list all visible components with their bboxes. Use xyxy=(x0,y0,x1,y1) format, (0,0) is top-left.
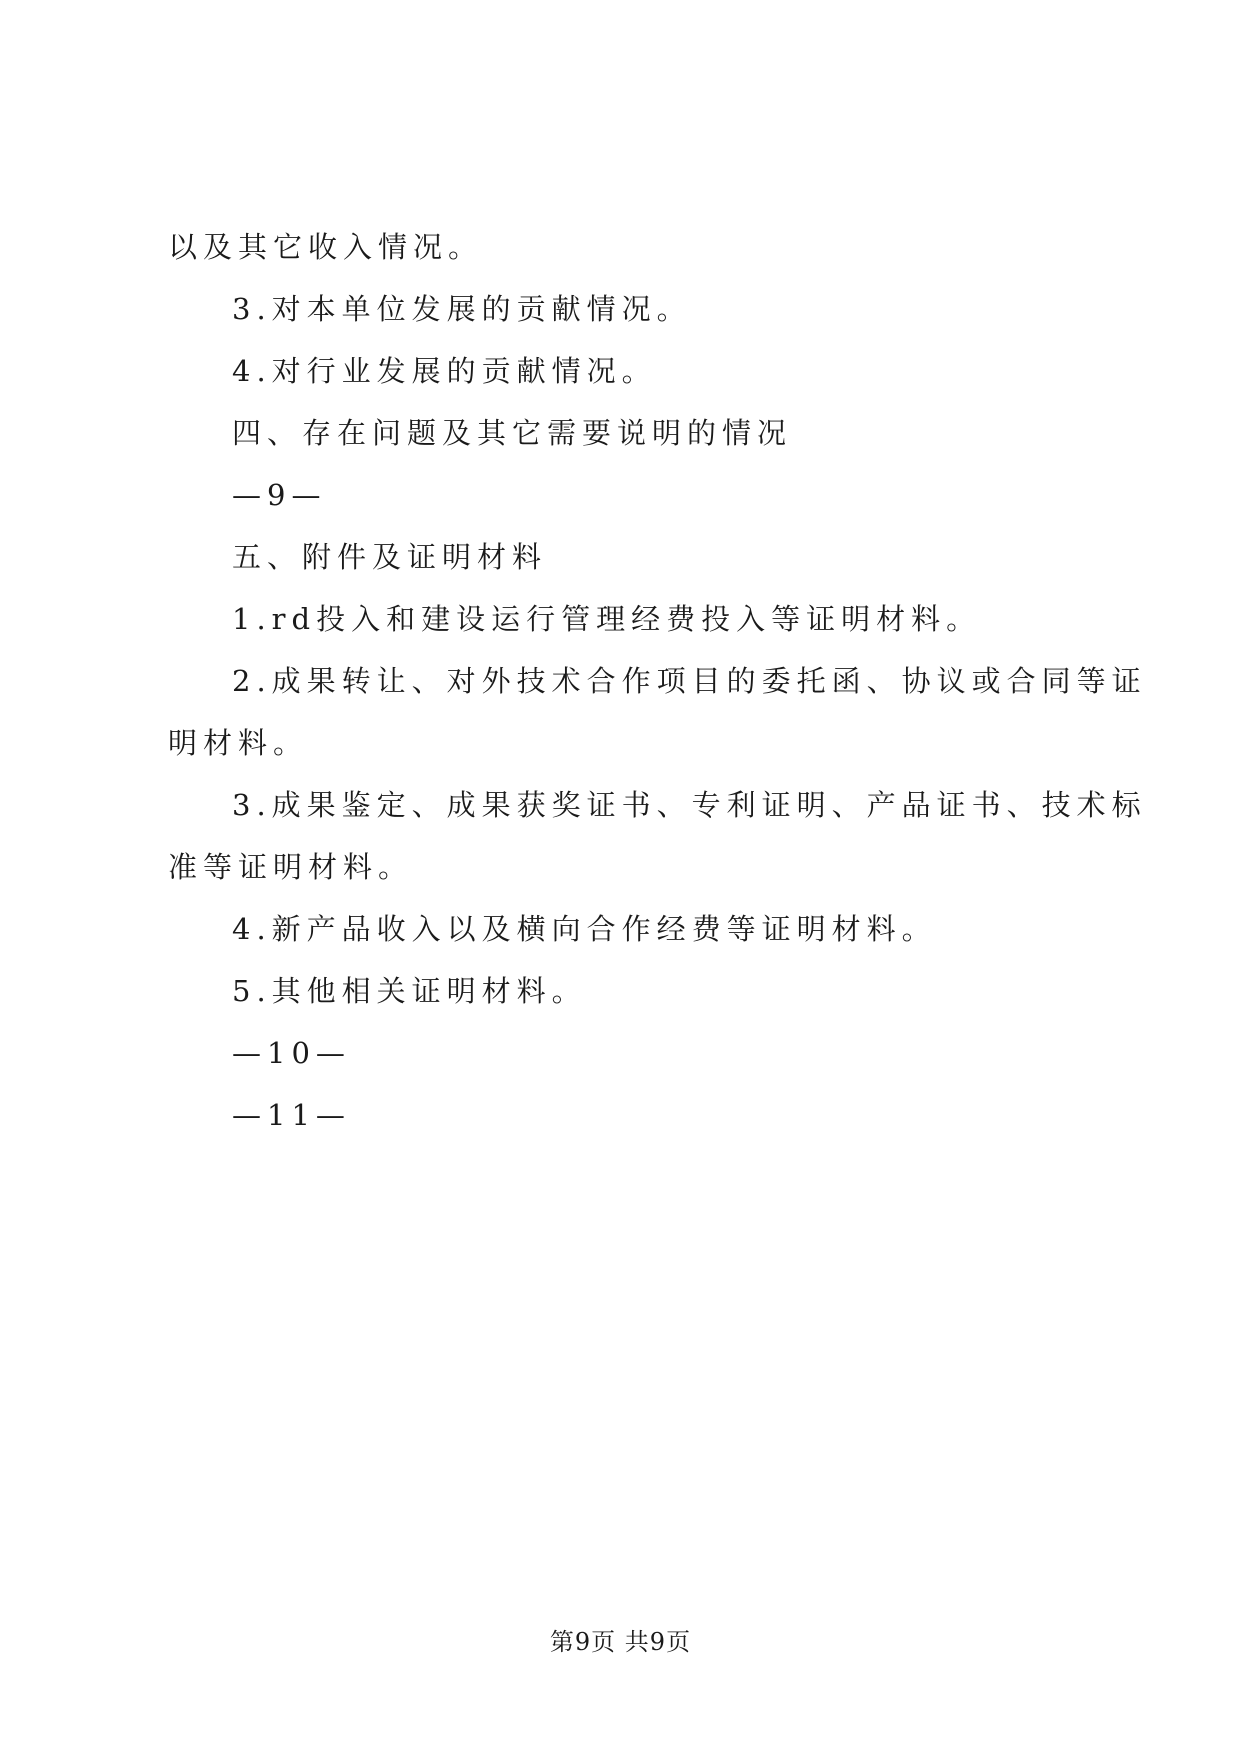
paragraph-line: 以及其它收入情况。 xyxy=(168,230,484,264)
page-marker: —9— xyxy=(232,478,327,512)
paragraph-line: 准等证明材料。 xyxy=(168,850,414,884)
page-footer: 第9页 共9页 xyxy=(549,1628,692,1656)
page-marker: —11— xyxy=(232,1098,351,1132)
page-marker: —10— xyxy=(232,1036,351,1070)
paragraph-line: 2.成果转让、对外技术合作项目的委托函、协议或合同等证 xyxy=(232,664,1147,698)
section-heading: 五、附件及证明材料 xyxy=(232,540,548,574)
paragraph-line: 5.其他相关证明材料。 xyxy=(232,974,587,1008)
section-heading: 四、存在问题及其它需要说明的情况 xyxy=(232,416,793,450)
paragraph-line: 明材料。 xyxy=(168,726,309,760)
paragraph-line: 4.新产品收入以及横向合作经费等证明材料。 xyxy=(232,912,937,946)
paragraph-line: 4.对行业发展的贡献情况。 xyxy=(232,354,657,388)
document-body xyxy=(168,230,1147,1162)
paragraph-line: 3.成果鉴定、成果获奖证书、专利证明、产品证书、技术标 xyxy=(232,788,1147,822)
paragraph-line: 3.对本单位发展的贡献情况。 xyxy=(232,292,692,326)
paragraph-line: 1.rd投入和建设运行管理经费投入等证明材料。 xyxy=(232,602,982,636)
